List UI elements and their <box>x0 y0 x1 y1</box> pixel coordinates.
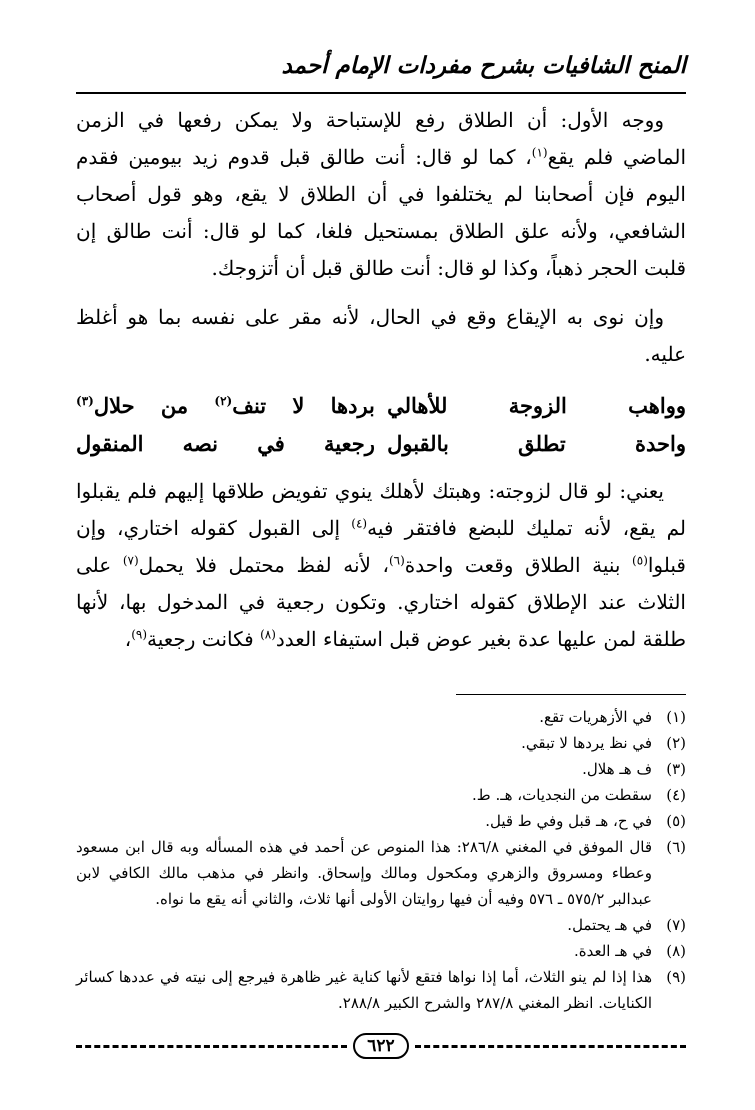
footnote-text: في الأزهريات تقع. <box>539 708 652 726</box>
verse-1-first-hemistich: وواهب الزوجة للأهالي <box>387 393 686 418</box>
footnote-item <box>76 756 686 782</box>
book-page <box>76 40 686 1090</box>
footnote-item <box>76 938 686 964</box>
paragraph-first-reason: ووجه الأول: أن الطلاق رفع للإستباحة ولا يمكن رفعها في الزمن الماضي فلم يقع$^{(١)}$، كما لو قال: أنت طالق قبل قدوم زيد بيومين فقدم اليوم فإن أصحابنا لم يختلفوا في أن الطلاق لا يقع، وهو قول أصحاب الشافعي، ولأنه علق الطلاق بمستحيل فلغا، كما لو قال: أنت طالق إن قلبت الحجر ذهباً، وكذا لو قال: أنت طالق قبل أن أتزوجك. <box>76 108 686 280</box>
paragraph-gap <box>76 287 686 299</box>
page-footer <box>76 1032 686 1060</box>
footnote-text: في هـ العدة. <box>574 942 652 960</box>
paragraph-intention: وإن نوى به الإيقاع وقع في الحال، لأنه مقر على نفسه بما هو أغلظ عليه. <box>76 305 686 366</box>
page-number-badge: ٦٢٢ <box>353 1033 408 1059</box>
footnote-ref-2[interactable]: (٢) <box>214 394 233 408</box>
footnote-ref-8[interactable]: (٨) <box>260 627 276 642</box>
footnote-number: (٤) <box>666 786 686 804</box>
footnote-number: (٧) <box>666 916 686 934</box>
footnote-item <box>76 730 686 756</box>
footnote-number: (٣) <box>666 760 686 778</box>
footnotes-list <box>76 704 686 1016</box>
footnote-ref-9[interactable]: (٩) <box>131 627 148 642</box>
footnote-text: قال الموفق في المغني ٢٨٦/٨: هذا المنوص عن أحمد في هذه المسأله وبه قال ابن مسعود وعطاء ومسروق والزهري ومكحول ومالك وإسحاق. وانظر في مذهب مالك الكافي لابن عبدالبر ٥٧٥/٢ ـ ٥٧٦ وفيه أن فيها روايتان الأولى أنها ثلاث، والثاني أنه يقع ما نواه. <box>76 838 652 908</box>
verse-1-second-hemistich: بردها لا تنف$^{(٢)}$ من حلال$^{(٣)}$ <box>76 393 375 418</box>
footnote-number: (١) <box>666 708 686 726</box>
verse-2-second-hemistich: رجعية في نصه المنقول <box>76 431 375 456</box>
footnote-ref-6[interactable]: (٦) <box>388 553 405 568</box>
footnote-text: هذا إذا لم ينو الثلاث، أما إذا نواها فتقع لأنها كناية غير ظاهرة فيرجع إلى نيته في عددها كسائر الكنايات. انظر المغني ٢٨٧/٨ والشرح الكبير ٢٨٨/٨. <box>76 968 652 1012</box>
footnote-text: في ح، هـ قبل وفي ط قيل. <box>485 812 652 830</box>
running-header <box>76 52 686 88</box>
footnote-ref-1[interactable]: (١) <box>531 145 548 160</box>
footnote-item <box>76 834 686 912</box>
footnote-text: سقطت من النجديات، هـ. ط. <box>472 786 652 804</box>
verse-line <box>76 387 686 425</box>
main-text <box>76 102 686 658</box>
footnote-ref-5[interactable]: (٥) <box>632 553 648 568</box>
footnote-item <box>76 704 686 730</box>
footnote-number: (٩) <box>666 968 686 986</box>
footnote-ref-4[interactable]: (٤) <box>351 516 368 531</box>
footnote-number: (٢) <box>666 734 686 752</box>
footnote-number: (٨) <box>666 942 686 960</box>
footnote-ref-7[interactable]: (٧) <box>122 553 139 568</box>
footnote-text: في هـ يحتمل. <box>567 916 652 934</box>
footer-dashed-rule-right <box>415 1045 686 1048</box>
header-rule <box>76 92 686 94</box>
footnote-number: (٥) <box>666 812 686 830</box>
footnote-item <box>76 912 686 938</box>
footnote-item <box>76 964 686 1016</box>
verse-line <box>76 425 686 463</box>
footnote-number: (٦) <box>666 838 686 856</box>
paragraph-commentary: يعني: لو قال لزوجته: وهبتك لأهلك ينوي تفويض طلاقها إليهم فلم يقبلوا لم يقع، لأنه تمليك للبضع فافتقر فيه$^{(٤)}$ إلى القبول كقوله اختاري، وإن قبلوا$^{(٥)}$ بنية الطلاق وقعت واحدة$^{(٦)}$، لأنه لفظ محتمل فلا يحمل$^{(٧)}$ على الثلاث عند الإطلاق كقوله اختاري. وتكون رجعية في المدخول بها، لأنها طلقة لمن عليها عدة بغير عوض قبل استيفاء العدد$^{(٨)}$ فكانت رجعية$^{(٩)}$، <box>76 479 686 651</box>
poem-block <box>76 387 686 463</box>
footnote-text: في نظ يردها لا تبقي. <box>521 734 652 752</box>
footnote-item <box>76 782 686 808</box>
footnote-ref-3[interactable]: (٣) <box>76 394 94 408</box>
footer-dashed-rule-left <box>76 1045 347 1048</box>
footnote-item <box>76 808 686 834</box>
footnote-text: ف هـ هلال. <box>582 760 652 778</box>
footnote-separator <box>456 694 686 695</box>
verse-2-first-hemistich: واحدة تطلق بالقبول <box>387 431 686 456</box>
book-title: المنح الشافيات بشرح مفردات الإمام أحمد <box>281 52 686 79</box>
